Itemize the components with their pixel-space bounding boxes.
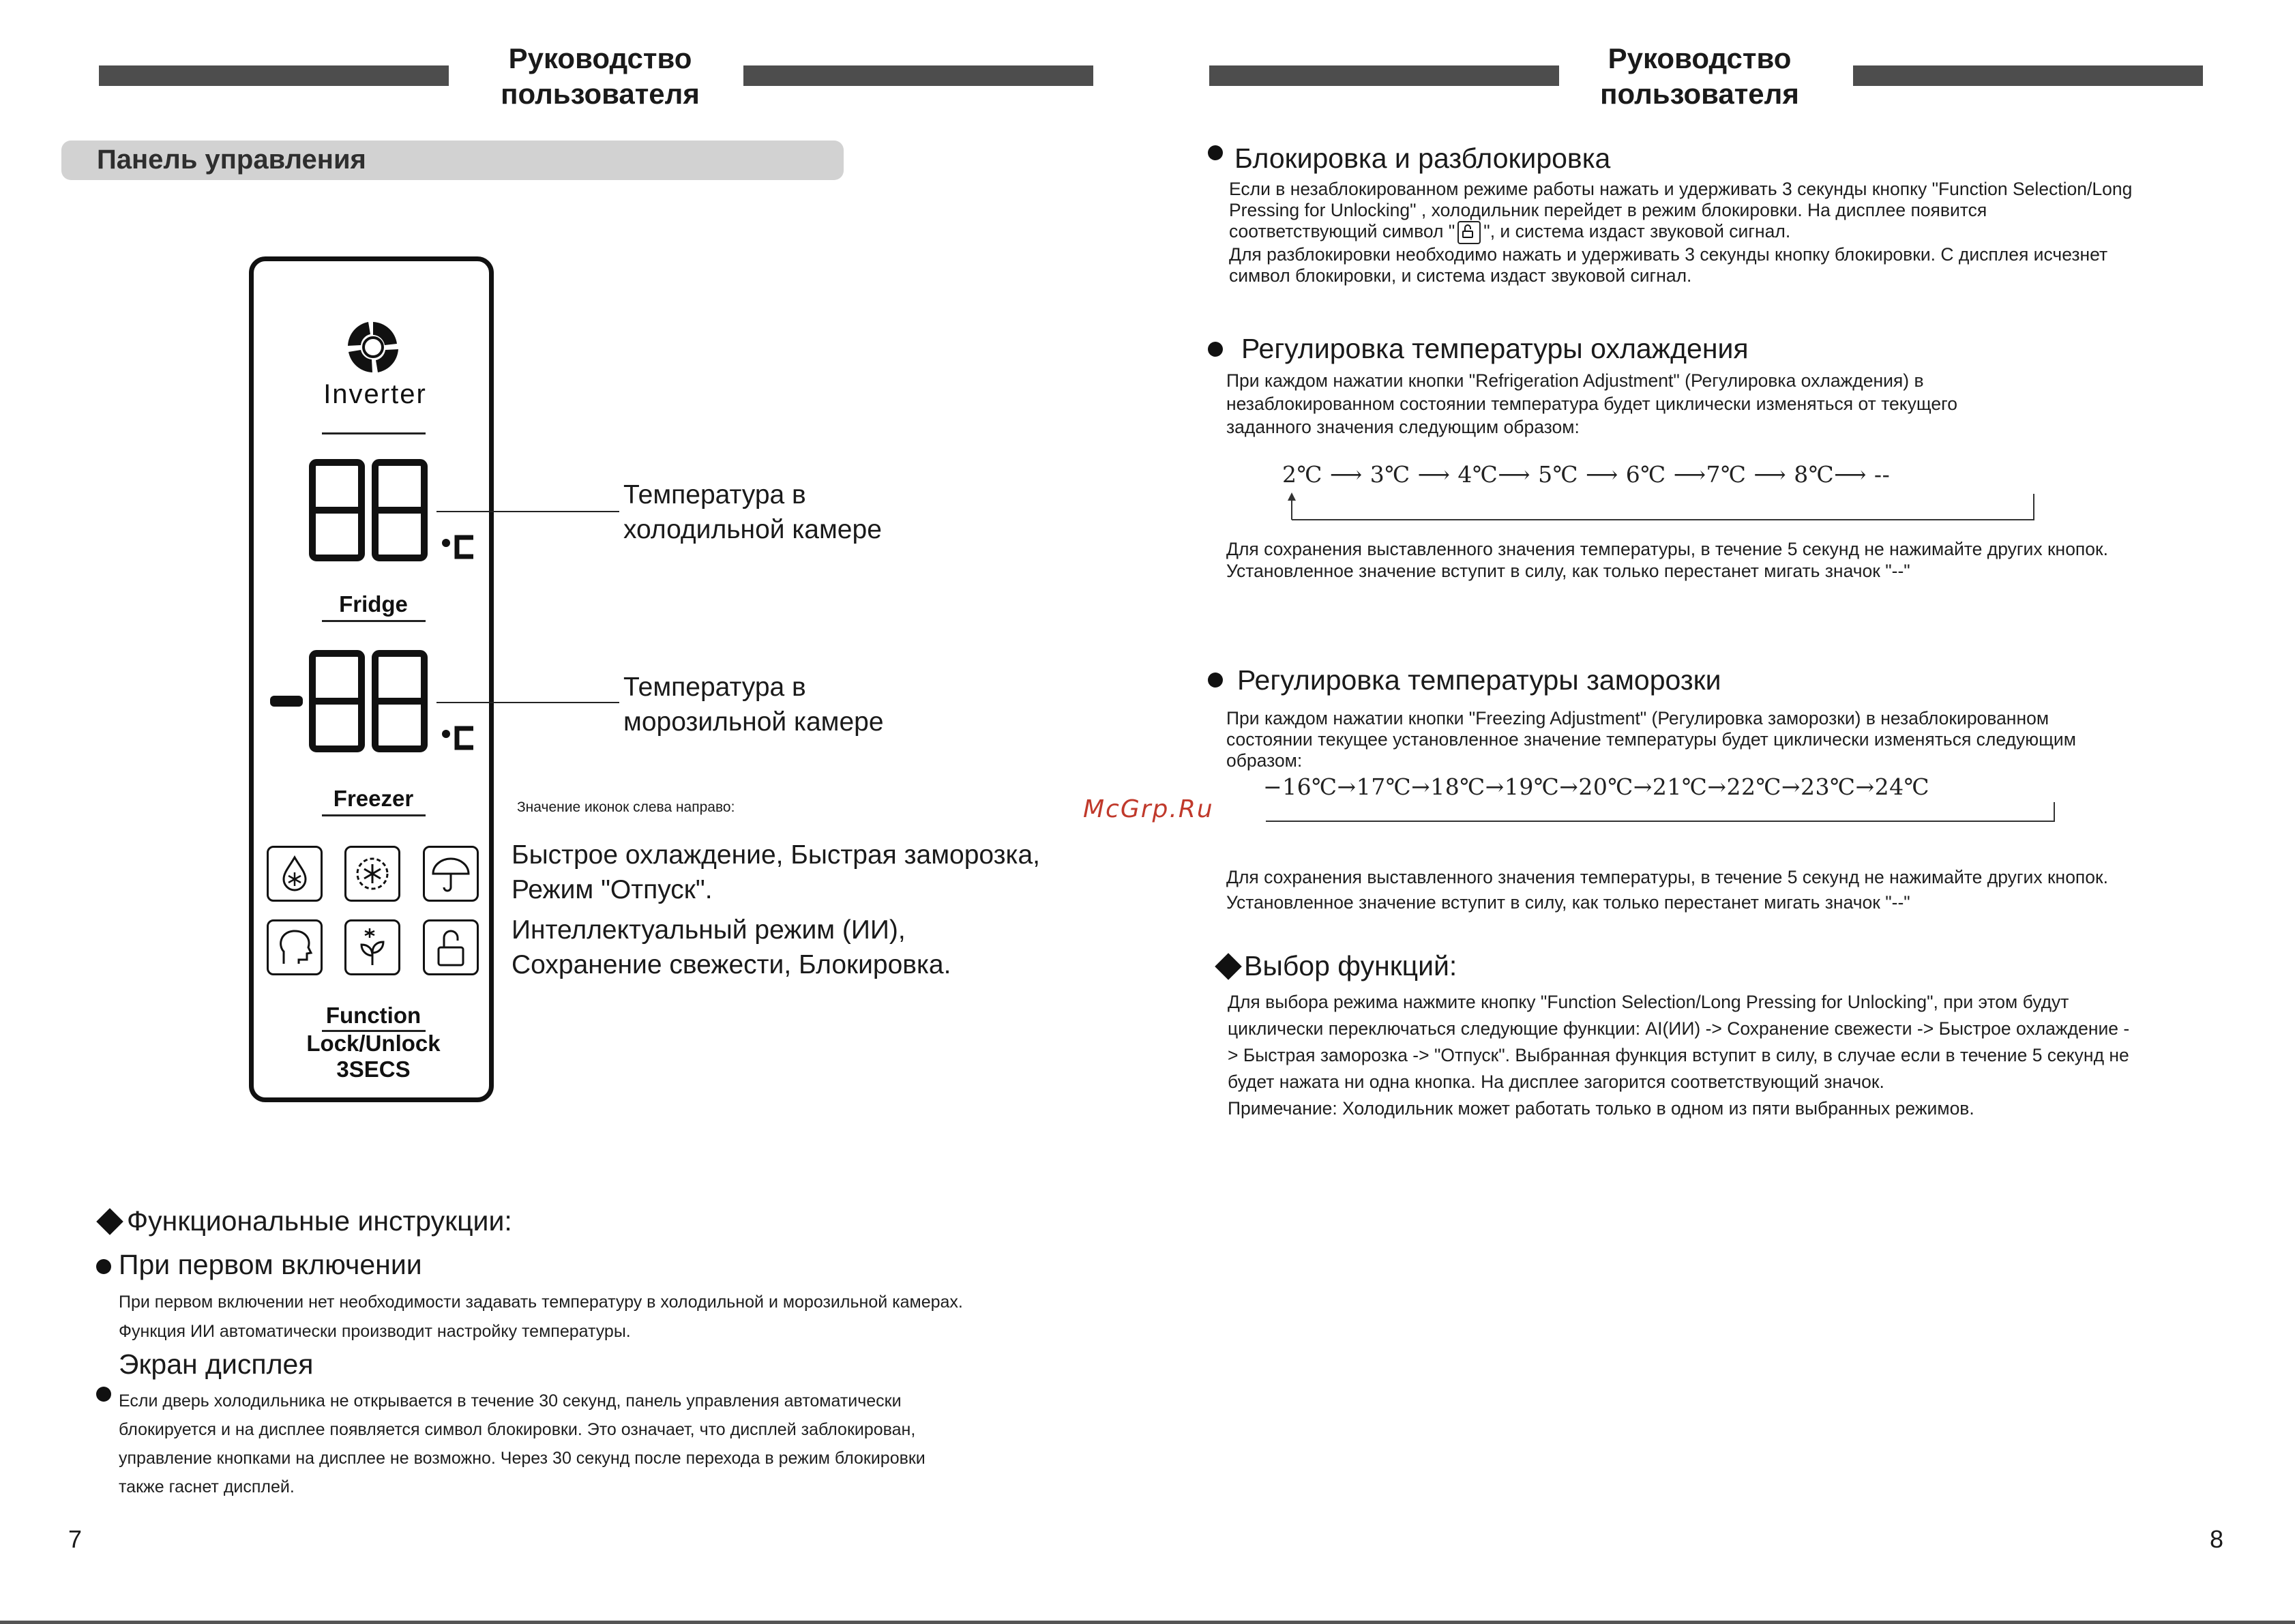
header-bar-left-1 xyxy=(99,65,449,86)
three-secs-label: 3SECS xyxy=(336,1057,411,1082)
freezer-adj-text: При каждом нажатии кнопки "Freezing Adjustment" (Регулировка заморозки) в незаблокированном состоянии текущее установленное значение температуры будет циклически изменяться следующим образом: xyxy=(1226,708,2076,771)
lock-unlock-label: Lock/Unlock xyxy=(306,1031,441,1056)
icons-note: Значение иконок слева направо: xyxy=(517,799,735,815)
first-on-text: При первом включении нет необходимости задавать температуру в холодильной и морозильной камерах. Функция ИИ автоматически производит настройку температуры. xyxy=(119,1293,963,1341)
freezer-save-text: Для сохранения выставленного значения температуры, в течение 5 секунд не нажимайте других кнопок. Установленное значение вступит в силу, как только перестанет мигать значок "--" xyxy=(1226,867,2108,913)
header-bar-right-2 xyxy=(1853,65,2203,86)
bullet-freezer-adj xyxy=(1208,673,1223,688)
fridge-label-underline xyxy=(322,620,426,622)
icons-row2-callout: Интеллектуальный режим (ИИ), Сохранение свежести, Блокировка. xyxy=(512,915,951,979)
fridge-leader-line xyxy=(436,511,619,512)
ai-head-icon xyxy=(267,919,323,975)
inverter-fan-icon xyxy=(342,316,404,378)
fridge-adj-title: Регулировка температуры охлаждения xyxy=(1241,333,1749,364)
header-title-left: Руководство пользователя xyxy=(501,42,700,110)
inline-lock-icon xyxy=(1457,221,1481,244)
inverter-underline xyxy=(322,432,426,434)
lock-title: Блокировка и разблокировка xyxy=(1234,143,1611,174)
lock-icon xyxy=(423,919,479,975)
bullet-lock xyxy=(1208,145,1223,160)
page-number-left: 7 xyxy=(68,1525,83,1553)
diamond-bullet-func xyxy=(96,1208,123,1235)
diamond-bullet-func-select xyxy=(1215,953,1242,980)
bullet-display xyxy=(96,1387,111,1402)
fast-freeze-icon xyxy=(344,846,400,902)
bullet-first-on xyxy=(96,1259,111,1274)
fridge-label: Fridge xyxy=(339,591,408,617)
fridge-callout: Температура в холодильной камере xyxy=(623,480,882,544)
page-bottom-border xyxy=(0,1621,2295,1624)
page-number-right: 8 xyxy=(2210,1525,2224,1553)
bullet-fridge-adj xyxy=(1208,342,1223,357)
freezer-label-underline xyxy=(322,814,426,816)
section-title: Панель управления xyxy=(97,145,366,175)
freezer-leader-line xyxy=(436,702,619,703)
lock-text: Если в незаблокированном режиме работы нажать и удерживать 3 секунды кнопку "Function Selection/Long Pressing for Unlocking" , холодильник перейдет в режим блокировки. На дисплее появится соответствующий символ " ", и система издаст звуковой сигнал. Для разблокировки необходимо нажать и удерживать 3 секунды кнопку блокировки. С дисплея исчезнет символ блокировки, и система издаст звуковой сигнал. xyxy=(1229,179,2133,286)
fridge-save-text: Для сохранения выставленного значения температуры, в течение 5 секунд не нажимайте других кнопок. Установленное значение вступит в силу, как только перестанет мигать значок "--" xyxy=(1226,539,2108,581)
freezer-label: Freezer xyxy=(333,786,414,811)
header-bar-left-2 xyxy=(743,65,1093,86)
snowflake-drop-icon xyxy=(267,846,323,902)
header-bar-right-1 xyxy=(1209,65,1559,86)
first-on-title: При первом включении xyxy=(119,1249,422,1280)
function-label: Function xyxy=(325,1003,421,1028)
watermark: McGrp.Ru xyxy=(1083,795,1214,823)
fridge-cycle-return-line xyxy=(1282,491,2039,525)
icons-row1-callout: Быстрое охлаждение, Быстрая заморозка, Режим "Отпуск". xyxy=(512,840,1040,904)
display-title: Экран дисплея xyxy=(119,1348,314,1380)
umbrella-icon xyxy=(423,846,479,902)
freezer-callout: Температура в морозильной камере xyxy=(623,673,884,737)
freezer-cycle-return-line xyxy=(1263,799,2061,827)
inverter-logo-text: Inverter xyxy=(323,379,427,409)
func-instructions-title: Функциональные инструкции: xyxy=(127,1205,512,1237)
freezer-adj-title: Регулировка температуры заморозки xyxy=(1237,664,1721,696)
func-select-title: Выбор функций: xyxy=(1244,950,1457,981)
freezer-temperature-sequence: −16℃→17℃→18℃→19℃→20℃→21℃→22℃→23℃→24℃ xyxy=(1263,773,1930,800)
section-header-control-panel xyxy=(61,141,844,180)
func-select-text: Для выбора режима нажмите кнопку "Function Selection/Long Pressing for Unlocking", при этом будут циклически переключаться следующие функции: AI(ИИ) -> Сохранение свежести -> Быстрое охлаждение - > Быстрая заморозка -> "Отпуск". Выбранная функция вступит в силу, в случае если в течение 5 секунд не будет нажата ни одна кнопка. На дисплее загорится соответствующий значок. Примечание: Холодильник может работать только в одном из пяти выбранных режимов. xyxy=(1228,992,2130,1119)
fresh-leaf-icon xyxy=(344,919,400,975)
display-text: Если дверь холодильника не открывается в течение 30 секунд, панель управления автоматически блокируется и на дисплее появляется символ блокировки. Это означает, что дисплей заблокирован, управление кнопками на дисплее не возможно. Через 30 секунд после перехода в режим блокировки также гаснет дисплей. xyxy=(119,1391,926,1496)
header-title-right: Руководство пользователя xyxy=(1600,42,1799,110)
fridge-temperature-sequence: 2℃ ⟶ 3℃ ⟶ 4℃⟶ 5℃ ⟶ 6℃ ⟶7℃ ⟶ 8℃⟶ -- xyxy=(1282,461,1891,488)
fridge-adj-text: При каждом нажатии кнопки "Refrigeration Adjustment" (Регулировка охлаждения) в незаблокированном состоянии температура будет циклически изменяться от текущего заданного значения следующим образом: xyxy=(1226,370,1957,437)
